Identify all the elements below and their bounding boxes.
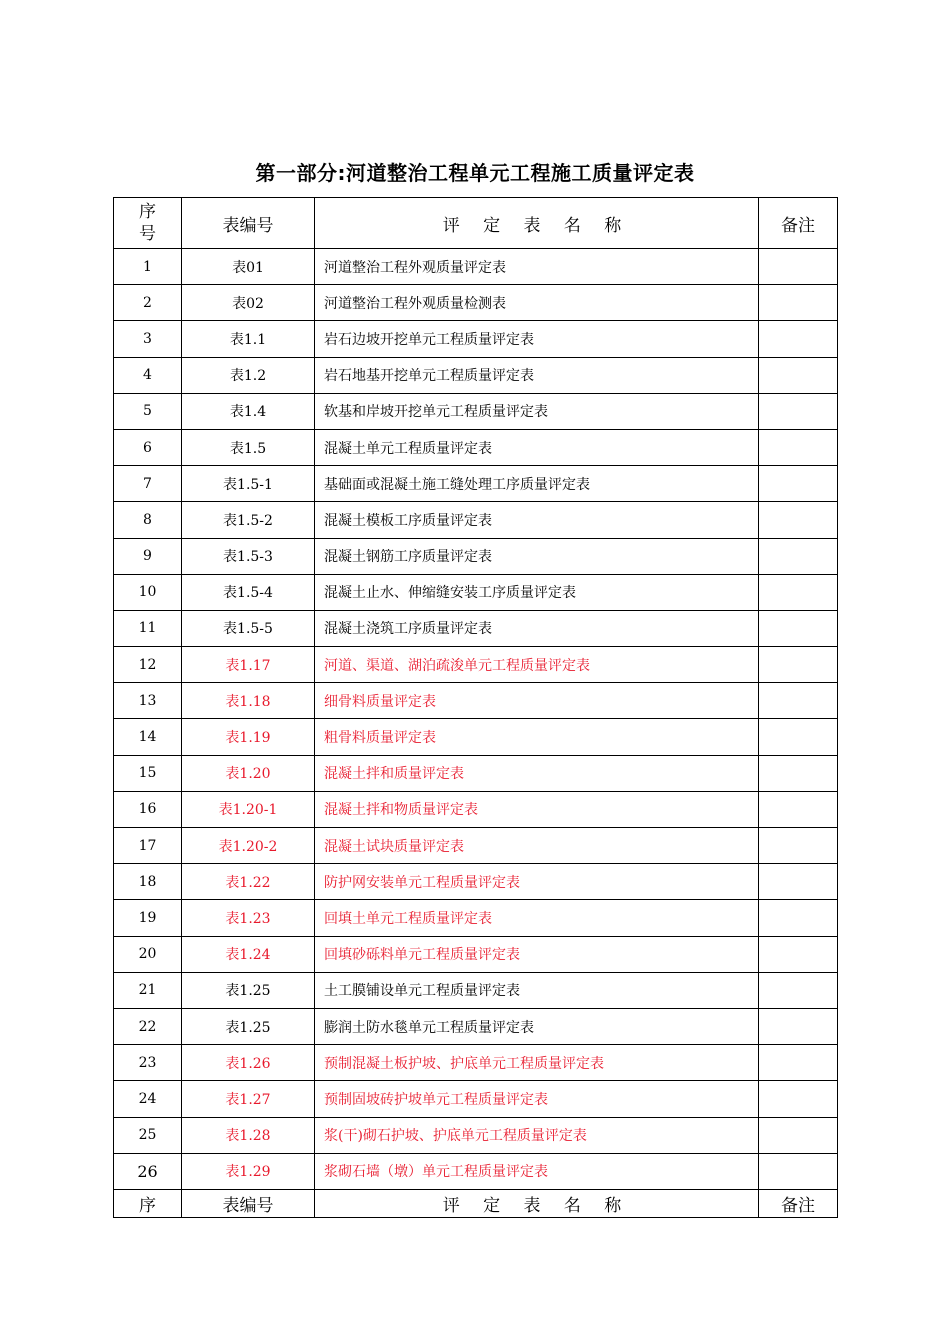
row-table-code: 表1.23: [182, 900, 315, 936]
row-note: [759, 466, 838, 502]
footer-name: 评 定 表 名 称: [315, 1189, 759, 1217]
row-form-name: 混凝土拌和物质量评定表: [315, 791, 759, 827]
table-row: [114, 683, 838, 719]
row-number: 22: [114, 1008, 182, 1044]
row-form-name: 混凝土拌和质量评定表: [315, 755, 759, 791]
row-note: [759, 393, 838, 429]
row-table-code: 表1.17: [182, 647, 315, 683]
row-table-code: 表1.5-1: [182, 466, 315, 502]
row-number: 2: [114, 285, 182, 321]
row-note: [759, 502, 838, 538]
row-table-code: 表02: [182, 285, 315, 321]
table-row: [114, 249, 838, 285]
row-table-code: 表1.20-1: [182, 791, 315, 827]
row-table-code: 表1.25: [182, 1008, 315, 1044]
row-note: [759, 828, 838, 864]
row-form-name: 混凝土浇筑工序质量评定表: [315, 610, 759, 646]
row-table-code: 表1.5-4: [182, 574, 315, 610]
row-form-name: 浆砌石墙（墩）单元工程质量评定表: [315, 1153, 759, 1189]
row-table-code: 表1.4: [182, 393, 315, 429]
table-row: [114, 936, 838, 972]
footer-no: 序: [114, 1189, 182, 1217]
row-table-code: 表1.27: [182, 1081, 315, 1117]
row-table-code: 表1.2: [182, 357, 315, 393]
row-form-name: 膨润土防水毯单元工程质量评定表: [315, 1008, 759, 1044]
row-form-name: 浆(干)砌石护坡、护底单元工程质量评定表: [315, 1117, 759, 1153]
row-number: 8: [114, 502, 182, 538]
row-number: 9: [114, 538, 182, 574]
row-form-name: 回填土单元工程质量评定表: [315, 900, 759, 936]
table-row: [114, 972, 838, 1008]
table-row: [114, 1081, 838, 1117]
table-row: [114, 393, 838, 429]
row-note: [759, 936, 838, 972]
table-row: [114, 429, 838, 465]
row-form-name: 河道整治工程外观质量评定表: [315, 249, 759, 285]
row-table-code: 表1.5: [182, 429, 315, 465]
row-form-name: 软基和岸坡开挖单元工程质量评定表: [315, 393, 759, 429]
row-form-name: 河道、渠道、湖泊疏浚单元工程质量评定表: [315, 647, 759, 683]
row-note: [759, 1045, 838, 1081]
row-number: 21: [114, 972, 182, 1008]
row-number: 10: [114, 574, 182, 610]
row-note: [759, 1117, 838, 1153]
table-row: [114, 321, 838, 357]
row-number: 13: [114, 683, 182, 719]
row-note: [759, 574, 838, 610]
row-note: [759, 285, 838, 321]
table-row: [114, 1117, 838, 1153]
row-form-name: 预制固坡砖护坡单元工程质量评定表: [315, 1081, 759, 1117]
row-form-name: 回填砂砾料单元工程质量评定表: [315, 936, 759, 972]
row-number: 17: [114, 828, 182, 864]
row-table-code: 表1.25: [182, 972, 315, 1008]
table-header-row: [114, 198, 838, 249]
row-form-name: 防护网安装单元工程质量评定表: [315, 864, 759, 900]
row-number: 25: [114, 1117, 182, 1153]
row-number: 16: [114, 791, 182, 827]
page-title: 第一部分:河道整治工程单元工程施工质量评定表: [255, 161, 695, 185]
row-form-name: 混凝土止水、伸缩缝安装工序质量评定表: [315, 574, 759, 610]
row-note: [759, 683, 838, 719]
row-note: [759, 791, 838, 827]
row-table-code: 表1.24: [182, 936, 315, 972]
row-number: 3: [114, 321, 182, 357]
row-table-code: 表1.5-2: [182, 502, 315, 538]
table-row: [114, 502, 838, 538]
table-row: [114, 538, 838, 574]
table-row: [114, 791, 838, 827]
row-table-code: 表01: [182, 249, 315, 285]
footer-note: 备注: [759, 1189, 838, 1217]
table-row: [114, 574, 838, 610]
row-note: [759, 972, 838, 1008]
row-form-name: 混凝土钢筋工序质量评定表: [315, 538, 759, 574]
row-number: 20: [114, 936, 182, 972]
table-row: [114, 357, 838, 393]
footer-code: 表编号: [182, 1189, 315, 1217]
row-table-code: 表1.19: [182, 719, 315, 755]
row-number: 12: [114, 647, 182, 683]
table-body: [114, 249, 838, 1190]
row-number: 5: [114, 393, 182, 429]
row-form-name: 混凝土单元工程质量评定表: [315, 429, 759, 465]
row-note: [759, 864, 838, 900]
row-note: [759, 357, 838, 393]
table-row: [114, 1045, 838, 1081]
row-note: [759, 719, 838, 755]
row-form-name: 粗骨料质量评定表: [315, 719, 759, 755]
row-table-code: 表1.29: [182, 1153, 315, 1189]
row-form-name: 混凝土模板工序质量评定表: [315, 502, 759, 538]
row-number: 11: [114, 610, 182, 646]
row-number: 14: [114, 719, 182, 755]
row-form-name: 岩石边坡开挖单元工程质量评定表: [315, 321, 759, 357]
row-note: [759, 429, 838, 465]
row-table-code: 表1.18: [182, 683, 315, 719]
row-note: [759, 647, 838, 683]
header-code: 表编号: [182, 198, 315, 249]
row-table-code: 表1.5-5: [182, 610, 315, 646]
row-number: 4: [114, 357, 182, 393]
row-form-name: 细骨料质量评定表: [315, 683, 759, 719]
row-table-code: 表1.1: [182, 321, 315, 357]
header-name: 评 定 表 名 称: [315, 198, 759, 249]
row-number: 19: [114, 900, 182, 936]
table-row: [114, 647, 838, 683]
row-table-code: 表1.5-3: [182, 538, 315, 574]
row-table-code: 表1.20: [182, 755, 315, 791]
row-table-code: 表1.28: [182, 1117, 315, 1153]
row-number: 26: [114, 1153, 182, 1189]
row-form-name: 河道整治工程外观质量检测表: [315, 285, 759, 321]
row-form-name: 混凝土试块质量评定表: [315, 828, 759, 864]
row-table-code: 表1.22: [182, 864, 315, 900]
row-form-name: 土工膜铺设单元工程质量评定表: [315, 972, 759, 1008]
row-note: [759, 1153, 838, 1189]
row-note: [759, 1008, 838, 1044]
table-row: [114, 864, 838, 900]
row-number: 6: [114, 429, 182, 465]
table-row: [114, 1008, 838, 1044]
table-row: [114, 610, 838, 646]
table-row: [114, 719, 838, 755]
row-note: [759, 538, 838, 574]
row-number: 15: [114, 755, 182, 791]
row-form-name: 预制混凝土板护坡、护底单元工程质量评定表: [315, 1045, 759, 1081]
row-note: [759, 249, 838, 285]
row-number: 18: [114, 864, 182, 900]
table-row: [114, 900, 838, 936]
row-number: 23: [114, 1045, 182, 1081]
evaluation-form-table: [113, 197, 838, 1218]
row-table-code: 表1.26: [182, 1045, 315, 1081]
row-note: [759, 321, 838, 357]
row-number: 24: [114, 1081, 182, 1117]
row-note: [759, 900, 838, 936]
row-form-name: 基础面或混凝土施工缝处理工序质量评定表: [315, 466, 759, 502]
row-form-name: 岩石地基开挖单元工程质量评定表: [315, 357, 759, 393]
table-row: [114, 285, 838, 321]
row-number: 1: [114, 249, 182, 285]
table-row: [114, 755, 838, 791]
table-row: [114, 466, 838, 502]
row-note: [759, 610, 838, 646]
header-no: 序号: [114, 198, 182, 249]
table-row: [114, 828, 838, 864]
row-note: [759, 1081, 838, 1117]
row-note: [759, 755, 838, 791]
header-note: 备注: [759, 198, 838, 249]
row-number: 7: [114, 466, 182, 502]
row-table-code: 表1.20-2: [182, 828, 315, 864]
table-row: [114, 1153, 838, 1189]
table-footer-row: [114, 1189, 838, 1217]
